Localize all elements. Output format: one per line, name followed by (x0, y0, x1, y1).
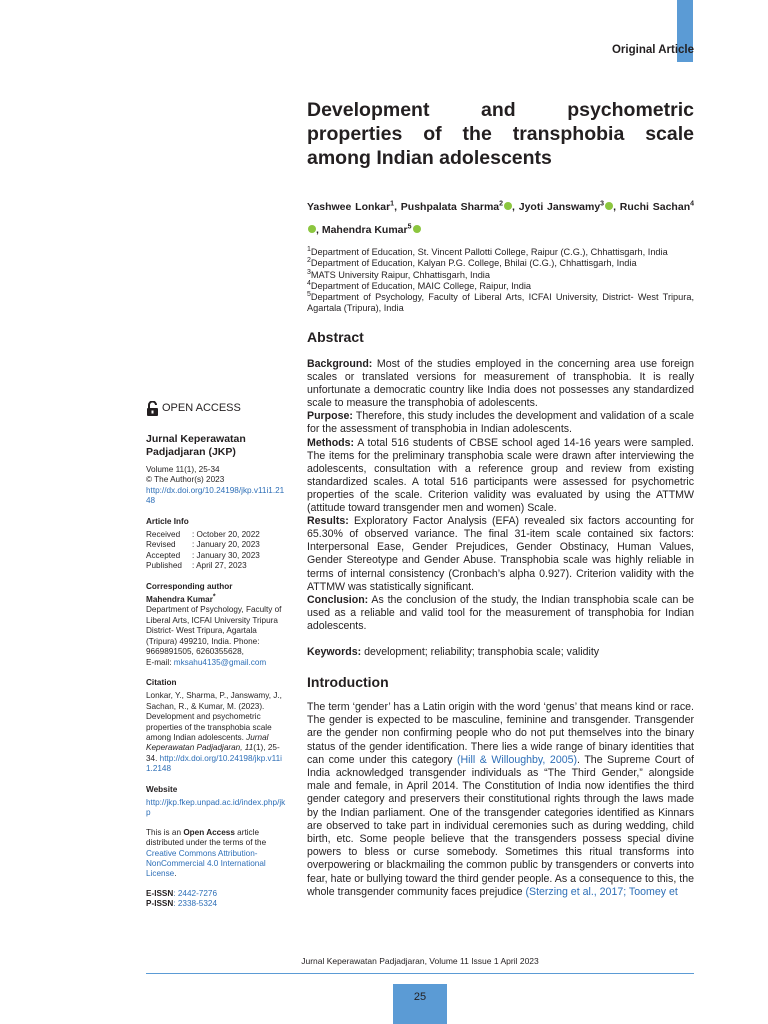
email-label: E-mail: (146, 657, 174, 667)
purpose-text: Therefore, this study includes the development and validation of a scale for the assessment of transphobia in Indian adolescents. (307, 410, 694, 436)
volume-info: Volume 11(1), 25-34 (146, 465, 220, 474)
keywords (307, 646, 694, 658)
article-info-heading: Article Info (146, 516, 189, 526)
article-dates (146, 530, 286, 572)
article-title: Development and psychometric properties of the transphobia scale among Indian adolescents (307, 99, 694, 169)
corr-name-text: Mahendra Kumar (146, 595, 213, 605)
website-heading: Website (146, 784, 178, 794)
license-mid: article distributed under the terms of the (146, 827, 267, 848)
email-link[interactable]: mksahu4135@gmail.com (173, 657, 267, 667)
citation-link-sterzing[interactable]: (Sterzing et al., 2017; Toomey et (525, 885, 678, 898)
affiliation-list (307, 247, 694, 315)
author-separator: , (316, 224, 322, 236)
methods-label: Methods: (307, 436, 355, 449)
date-value: : January 30, 2023 (192, 550, 260, 560)
author-sup: 2 (499, 200, 504, 208)
methods-text: A total 516 students of CBSE school aged 14-16 years were sampled. The items for the preliminary transphobia scale were drawn after interviewing the adolescents, consultation with a reference group and review from existing standardized scales. A total 516 participants were assessed for psychometric properties of the scale. Criterion validity was evaluated by using the ATTMW (attitude toward transgender men and women) Scale. (307, 436, 694, 515)
footer-divider (146, 973, 694, 974)
background-text: Most of the studies employed in the concerning area use foreign scales or translated versions for measurement of transphobia. It is really unfortunate a democratic country like India does not possesses any standardized scale to measure the transphobia of adolescents. (307, 358, 694, 410)
pissn-value: : 2338-5324 (173, 899, 218, 909)
results-text: Exploratory Factor Analysis (EFA) revealed six factors accounting for 65.30% of observed variance. The final 31-item scale contained six factors: Interpersonal Ease, Gender Prejudices, Gender Obstinacy, Human Values, Gender Stereotype and Gender Abuse. Transphobia scale was highly reliable in terms of internal consistency (Cronbach’s alpha 0.927). Criterion validity with the ATTMW was statistically significant. (307, 515, 694, 593)
journal-name: Jurnal Keperawatan Padjadjaran (JKP) (146, 433, 246, 458)
affiliation-text: Department of Education, MAIC College, Raipur, India (310, 280, 532, 291)
affiliation-item (307, 270, 694, 281)
pissn (146, 899, 286, 909)
citation-body: Lonkar, Y., Sharma, P., Janswamy, J., Sachan, R., & Kumar, M. (2023). Development and psychometric properties of the transphobia scale among Indian adolescents. (146, 691, 282, 742)
website-link[interactable]: http://jkp.fkep.unpad.ac.id/index.php/jkp (146, 797, 286, 818)
background-label: Background: (307, 358, 373, 370)
keywords-text: development; reliability; transphobia scale; validity (361, 646, 600, 658)
author-separator: , (394, 201, 401, 213)
intro-text-1: The term ‘gender’ has a Latin origin with the word ‘genus’ that means kind or race. The gender is expected to be masculine, feminine and transgender. Transgender are the gender non confirming people who do not put themselves into the binary status of the gender identification. There lies a wide range of binary identities that can come under this category (307, 701, 694, 766)
date-value: : January 20, 2023 (192, 540, 260, 550)
date-label: Revised (146, 540, 176, 550)
author-separator: , (613, 201, 620, 213)
author-sup: 1 (390, 200, 395, 208)
citation-text (146, 691, 286, 774)
license-link[interactable]: Creative Commons Attribution-NonCommercial 4.0 International License (146, 848, 266, 879)
purpose-label: Purpose: (307, 410, 353, 423)
citation-journal: Jurnal Keperawatan Padjadjaran, 11 (146, 732, 269, 753)
article-type-label: Original Article (611, 44, 694, 56)
affiliation-item (307, 247, 694, 258)
date-label: Accepted (146, 550, 181, 560)
author-name: Jyoti Janswamy (518, 201, 601, 213)
license-text (146, 828, 286, 880)
affiliation-sup: 1 (307, 245, 311, 253)
copyright: © The Author(s) 2023 (146, 475, 225, 485)
author-name: Yashwee Lonkar (307, 201, 391, 213)
open-lock-icon (146, 401, 159, 416)
affiliation-text: Department of Psychology, Faculty of Liberal Arts, ICFAI University, District- West Tripura, Agartala (Tripura), India (307, 292, 694, 314)
conclusion-label: Conclusion: (307, 593, 369, 606)
license-end: . (174, 869, 177, 879)
footer-journal: Jurnal Keperawatan Padjadjaran, Volume 11 Issue 1 April 2023 (301, 956, 539, 966)
affiliation-sup: 4 (307, 279, 311, 287)
date-row (146, 561, 286, 571)
date-label: Published (146, 561, 182, 571)
author-sup: 5 (407, 223, 412, 231)
orcid-icon[interactable] (504, 202, 512, 210)
pissn-label: P-ISSN (146, 899, 174, 909)
open-access-badge (146, 401, 286, 416)
eissn-value: : 2442-7276 (173, 888, 218, 898)
affiliation-sup: 5 (307, 291, 311, 299)
affiliation-item (307, 292, 694, 315)
affiliation-item (307, 281, 694, 292)
article-sidebar (146, 401, 286, 910)
abstract-heading: Abstract (307, 329, 364, 345)
license-bold: Open Access (183, 827, 235, 837)
date-row (146, 530, 286, 540)
results-label: Results: (307, 515, 349, 528)
intro-text-2: . The Supreme Court of India acknowledged transgender individuals as “The Third Gender,” alongside male and female, in April 2014. The Constitution of India now identifies the third gender category and preservers their constitutional rights through the laws made by the Indian parliament. One of the transgender categories identified as Kinnars are observed to take part in individual ceremonies such as during wedding, child birth, etc. Some people believe that the transgenders possess special divine powers to bless or curse somebody. Sometimes this ritual transforms into overpowering or blackmailing the common public by transgenders or converts into fear, hate or bullying toward the third gender people. As a consequence to this, the whole transgender community faces prejudice (307, 753, 694, 898)
date-row (146, 540, 286, 550)
citation-link-hill[interactable]: (Hill & Willoughby, 2005) (456, 753, 578, 766)
eissn-label: E-ISSN (146, 888, 174, 898)
keywords-label: Keywords: (307, 646, 362, 658)
conclusion-text: As the conclusion of the study, the Indian transphobia scale can be used as a reliable and valid tool for the measurement of transphobia for Indian adolescents. (307, 593, 694, 632)
open-access-label: OPEN ACCESS (162, 402, 241, 415)
eissn (146, 889, 286, 899)
affiliation-text: MATS University Raipur, Chhattisgarh, India (310, 269, 490, 280)
date-row (146, 551, 286, 561)
abstract-body (307, 358, 694, 633)
page-number: 25 (393, 984, 447, 1024)
author-name: Ruchi Sachan (619, 201, 691, 213)
corresponding-author-heading: Corresponding author (146, 581, 233, 591)
corresponding-author-name (146, 595, 286, 605)
affiliation-sup: 3 (307, 268, 311, 276)
license-pre: This is an (146, 827, 184, 837)
date-value: : October 20, 2022 (192, 530, 260, 540)
author-sup: 3 (600, 200, 605, 208)
introduction-body (307, 701, 694, 899)
author-name: Pushpalata Sharma (400, 201, 500, 213)
orcid-icon[interactable] (308, 225, 316, 233)
orcid-icon[interactable] (605, 202, 613, 210)
author-sup: 4 (690, 200, 695, 208)
author-list (307, 196, 694, 242)
author-name: Mahendra Kumar (321, 224, 408, 236)
corr-sup: * (212, 593, 216, 601)
citation-heading: Citation (146, 677, 177, 687)
citation-doi-link[interactable]: http://dx.doi.org/10.24198/jkp.v11i1.2148 (146, 753, 282, 774)
orcid-icon[interactable] (413, 225, 421, 233)
doi-link[interactable]: http://dx.doi.org/10.24198/jkp.v11i1.2148 (146, 485, 285, 506)
affiliation-item (307, 258, 694, 269)
corresponding-author-email (146, 658, 286, 668)
corresponding-author-address: Department of Psychology, Faculty of Liberal Arts, ICFAI University Tripura District- West Tripura, Agartala (Tripura) 499210, India. Phone: 9669891505, 6260355628, (146, 605, 282, 657)
affiliation-text: Department of Education, Kalyan P.G. College, Bhilai (C.G.), Chhattisgarh, India (310, 258, 637, 269)
author-separator: , (512, 201, 519, 213)
introduction-heading: Introduction (307, 674, 389, 690)
affiliation-sup: 2 (307, 257, 311, 265)
date-value: : April 27, 2023 (192, 561, 247, 571)
affiliation-text: Department of Education, St. Vincent Pallotti College, Raipur (C.G.), Chhattisgarh, India (310, 247, 668, 257)
date-label: Received (146, 530, 181, 540)
citation-pages: (1), 25-34. (146, 743, 280, 763)
